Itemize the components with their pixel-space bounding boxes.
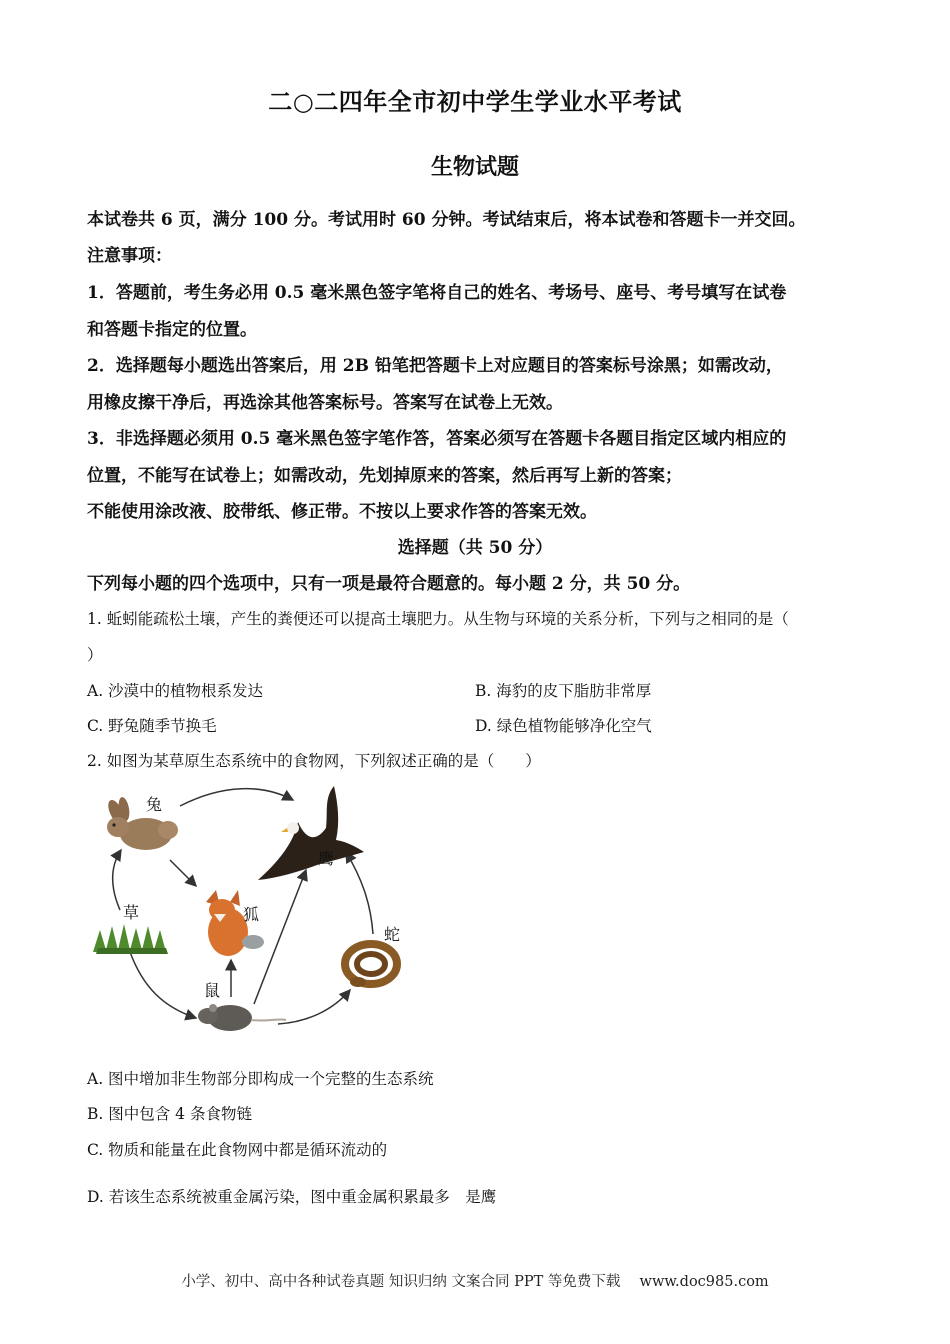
arrow-rabbit-fox <box>170 860 196 886</box>
label-mouse: 鼠 <box>204 981 221 1000</box>
exam-intro: 本试卷共 6 页，满分 100 分。考试用时 60 分钟。考试结束后，将本试卷和答题卡一并交回。 <box>87 210 806 230</box>
q2-option-b: B. 图中包含 4 条食物链 <box>87 1105 252 1123</box>
label-eagle: 鹰 <box>318 849 335 868</box>
mouse-illustration <box>198 1004 286 1031</box>
arrow-grass-mouse <box>130 952 196 1018</box>
arrow-rabbit-eagle <box>180 789 293 806</box>
q1-option-c: C. 野兔随季节换毛 <box>87 717 217 735</box>
section-title: 选择题（共 50 分） <box>397 538 553 558</box>
label-grass: 草 <box>123 903 140 922</box>
label-fox: 狐 <box>243 905 260 924</box>
notice-line: 用橡皮擦干净后，再选涂其他答案标号。答案写在试卷上无效。 <box>87 393 563 413</box>
q1-option-d: D. 绿色植物能够净化空气 <box>475 717 652 735</box>
page-footer: 小学、初中、高中各种试卷真题 知识归纳 文案合同 PPT 等免费下载 www.doc985.com <box>181 1274 769 1290</box>
arrow-grass-rabbit <box>113 850 121 910</box>
q1-option-a: A. 沙漠中的植物根系发达 <box>87 682 264 700</box>
grass-illustration <box>93 924 168 954</box>
label-snake: 蛇 <box>384 925 401 944</box>
eagle-illustration <box>258 786 364 880</box>
q2-option-d: D. 若该生态系统被重金属污染，图中重金属积累最多 是鹰 <box>87 1188 497 1206</box>
food-web-figure <box>88 782 428 1042</box>
arrow-mouse-eagle <box>254 870 306 1004</box>
q2-option-a: A. 图中增加非生物部分即构成一个完整的生态系统 <box>87 1070 434 1088</box>
q1-option-b: B. 海豹的皮下脂肪非常厚 <box>475 682 652 700</box>
snake-illustration <box>345 944 397 987</box>
label-rabbit: 兔 <box>146 795 163 814</box>
notice-line: 和答题卡指定的位置。 <box>87 320 257 340</box>
section-instruction: 下列每小题的四个选项中，只有一项是最符合题意的。每小题 2 分，共 50 分。 <box>87 574 691 594</box>
arrow-snake-eagle <box>346 852 373 934</box>
q2-stem: 2. 如图为某草原生态系统中的食物网，下列叙述正确的是（ ） <box>87 752 541 770</box>
notice-heading: 注意事项： <box>87 246 172 266</box>
q1-stem-end: ） <box>87 646 103 664</box>
notice-line: 不能使用涂改液、胶带纸、修正带。不按以上要求作答的答案无效。 <box>87 502 597 522</box>
q2-option-c: C. 物质和能量在此食物网中都是循环流动的 <box>87 1141 388 1159</box>
notice-line: 2．选择题每小题选出答案后，用 2B 铅笔把答题卡上对应题目的答案标号涂黑；如需改动， <box>87 356 783 376</box>
exam-subtitle: 生物试题 <box>430 154 519 180</box>
notice-line: 1．答题前，考生务必用 0.5 毫米黑色签字笔将自己的姓名、考场号、座号、考号填写在试卷 <box>87 283 787 303</box>
notice-line: 3．非选择题必须用 0.5 毫米黑色签字笔作答，答案必须写在答题卡各题目指定区域内相应的 <box>87 429 787 449</box>
arrow-mouse-snake <box>278 990 350 1024</box>
notice-line: 位置，不能写在试卷上；如需改动，先划掉原来的答案，然后再写上新的答案； <box>87 466 682 486</box>
rabbit-illustration <box>105 796 178 850</box>
q1-stem: 1. 蚯蚓能疏松土壤，产生的粪便还可以提高土壤肥力。从生物与环境的关系分析，下列与之相同的是（ <box>87 610 789 628</box>
exam-title: 二○二四年全市初中学生学业水平考试 <box>268 87 682 116</box>
